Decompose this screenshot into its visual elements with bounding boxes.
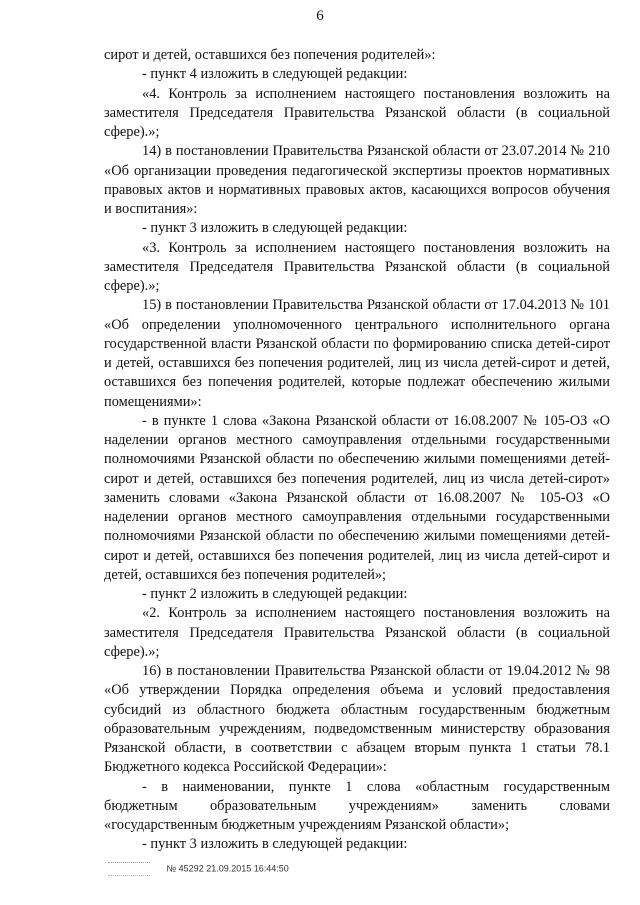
footer-datetime: 21.09.2015 16:44:50 bbox=[206, 863, 289, 874]
paragraph-2: - пункт 4 изложить в следующей редакции: bbox=[142, 66, 408, 83]
paragraph-13: - пункт 3 изложить в следующей редакции: bbox=[142, 836, 408, 853]
registration-stamp-icon bbox=[108, 862, 150, 876]
document-body bbox=[104, 46, 610, 855]
paragraph-11: 16) в постановлении Правительства Рязанской области от 19.04.2012 № 98 «Об утверждении Порядка определения объема и условий предоставления субсидий из областного бюджета областным государственным бюджетным образовательным учреждениям, подведомственным министерству образования Рязанской области, в соответствии с абзацем вторым пункта 1 статьи 78.1 Бюджетного кодекса Российской Федерации»: bbox=[104, 663, 610, 776]
paragraph-6: «3. Контроль за исполнением настоящего постановления возложить на заместителя Председателя Правительства Рязанской области (в социальной сфере).»; bbox=[104, 239, 610, 294]
paragraph-9: - пункт 2 изложить в следующей редакции: bbox=[142, 586, 408, 602]
page-number: 6 bbox=[316, 8, 324, 24]
paragraph-5: - пункт 3 изложить в следующей редакции: bbox=[142, 220, 408, 237]
paragraph-1: сирот и детей, оставшихся без попечения родителей»: bbox=[104, 47, 436, 63]
document-footer bbox=[108, 862, 289, 876]
paragraph-7: 15) в постановлении Правительства Рязанской области от 17.04.2013 № 101 «Об определении уполномоченного центрального исполнительного органа государственной власти Рязанской области по формированию списка детей-сирот и детей, оставшихся без попечения родителей, лиц из числа детей-сирот и детей, оставшихся без попечения родителей, которые подлежат обеспечению жилыми помещениями»: bbox=[104, 297, 610, 410]
paragraph-3: «4. Контроль за исполнением настоящего постановления возложить на заместителя Председателя Правительства Рязанской области (в социальной сфере).»; bbox=[104, 85, 610, 140]
paragraph-8: - в пункте 1 слова «Закона Рязанской области от 16.08.2007 № 105-ОЗ «О наделении органов местного самоуправления отдельными государственными полномочиями Рязанской области по обеспечению жилыми помещениями детей-сирот и детей, оставшихся без попечения родителей, лиц из числа детей-сирот» заменить словами «Закона Рязанской области от 16.08.2007 № 105-ОЗ «О наделении органов местного самоуправления отдельными государственными полномочиями Рязанской области по обеспечению жилыми помещениями детей-сирот и детей, оставшихся без попечения родителей, лиц из числа детей-сирот и детей, оставшихся без попечения родителей»; bbox=[104, 412, 610, 583]
paragraph-10: «2. Контроль за исполнением настоящего постановления возложить на заместителя Председателя Правительства Рязанской области (в социальной сфере).»; bbox=[104, 605, 610, 660]
paragraph-12: - в наименовании, пункте 1 слова «областным государственным бюджетным образовательным учреждениям» заменить словами «государственным бюджетным учреждениям Рязанской области»; bbox=[104, 778, 610, 833]
paragraph-4: 14) в постановлении Правительства Рязанской области от 23.07.2014 № 210 «Об организации проведения педагогической экспертизы проектов нормативных правовых актов и нормативных правовых актов, касающихся вопросов обучения и воспитания»: bbox=[104, 143, 610, 217]
footer-doc-number: № 45292 bbox=[166, 863, 204, 874]
